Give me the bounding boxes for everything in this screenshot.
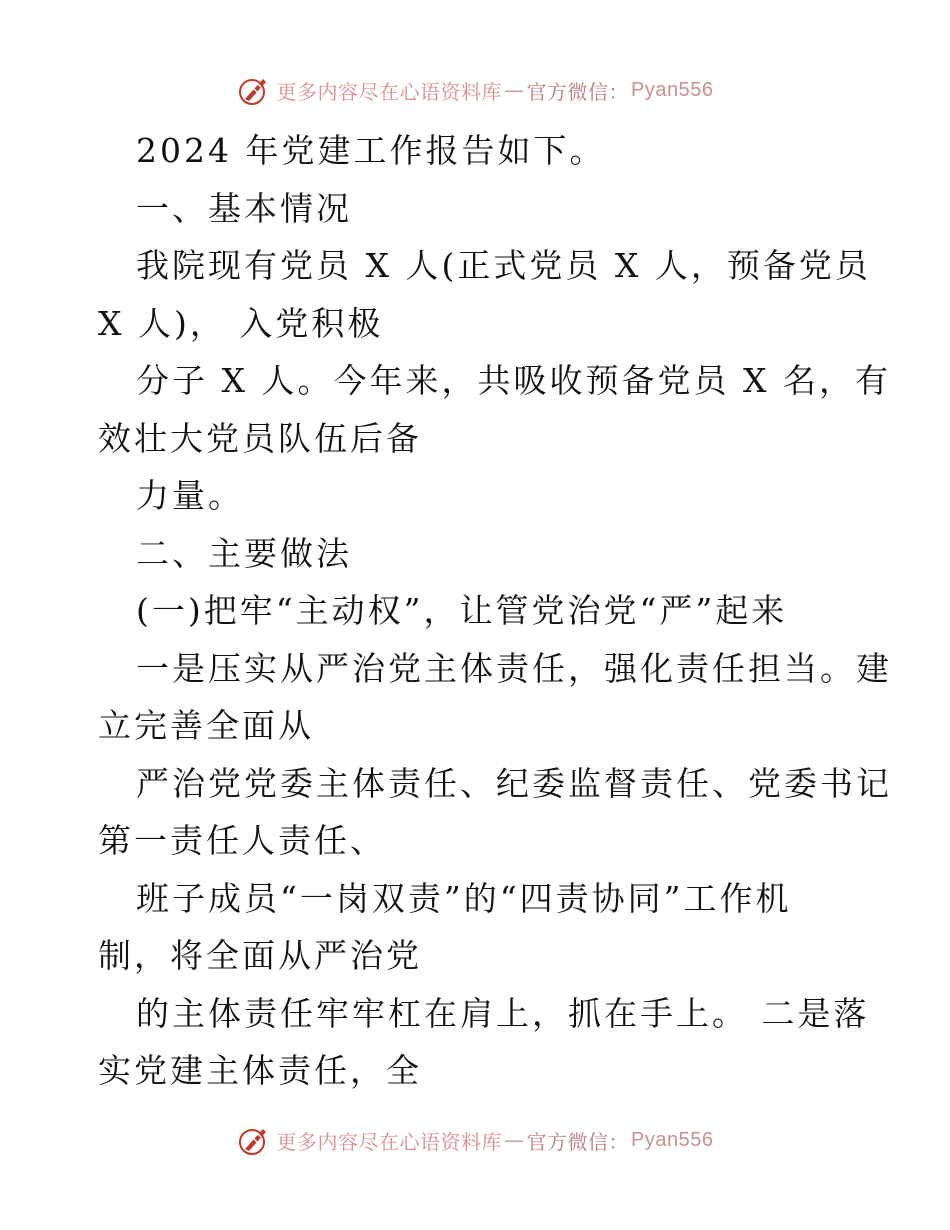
body-line: 分子 X 人。今年来，共吸收预备党员 X 名，有 — [136, 361, 891, 400]
body-line: X 人)， 入党积极 — [98, 303, 384, 343]
footer-watermark — [0, 1120, 950, 1160]
document-body — [98, 122, 892, 1100]
watermark-main-text: 更多内容尽在心语资料库 — [276, 1129, 503, 1154]
body-line: 第一责任人责任、 — [98, 821, 386, 860]
watermark-dash: — — [504, 1128, 525, 1152]
watermark-dash: — — [504, 78, 525, 102]
subsection-heading: (一)把牢“主动权”，让管党治党“严”起来 — [136, 591, 788, 630]
watermark-main-text: 更多内容尽在心语资料库 — [276, 79, 503, 104]
watermark-sub-text: 官方微信： — [526, 1129, 630, 1154]
section-heading: 一、基本情况 — [136, 188, 352, 228]
body-line: 我院现有党员 X 人(正式党员 X 人，预备党员 — [136, 246, 871, 285]
body-line: 实党建主体责任，全 — [98, 1051, 422, 1090]
body-line: 严治党党委主体责任、纪委监督责任、党委书记 — [136, 763, 892, 803]
body-line: 力量。 — [136, 476, 244, 515]
watermark-wechat-id: Pyan556 — [631, 1128, 714, 1151]
feather-pen-logo-icon — [237, 73, 271, 107]
body-line: 的主体责任牢牢杠在肩上，抓在手上。 二是落 — [136, 993, 870, 1033]
body-line: 2024 年党建工作报告如下。 — [136, 131, 606, 170]
header-watermark — [0, 70, 950, 110]
watermark-sub-text: 官方微信： — [526, 79, 630, 104]
body-line: 班子成员“一岗双责”的“四责协同”工作机 — [136, 878, 792, 918]
section-heading: 二、主要做法 — [136, 533, 352, 573]
feather-pen-logo-icon — [237, 1123, 271, 1157]
body-line: 一是压实从严治党主体责任，强化责任担当。建 — [136, 648, 892, 688]
body-line: 效壮大党员队伍后备 — [98, 418, 422, 458]
body-line: 制，将全面从严治党 — [98, 936, 422, 975]
watermark-wechat-id: Pyan556 — [631, 78, 714, 101]
body-line: 立完善全面从 — [98, 706, 314, 745]
